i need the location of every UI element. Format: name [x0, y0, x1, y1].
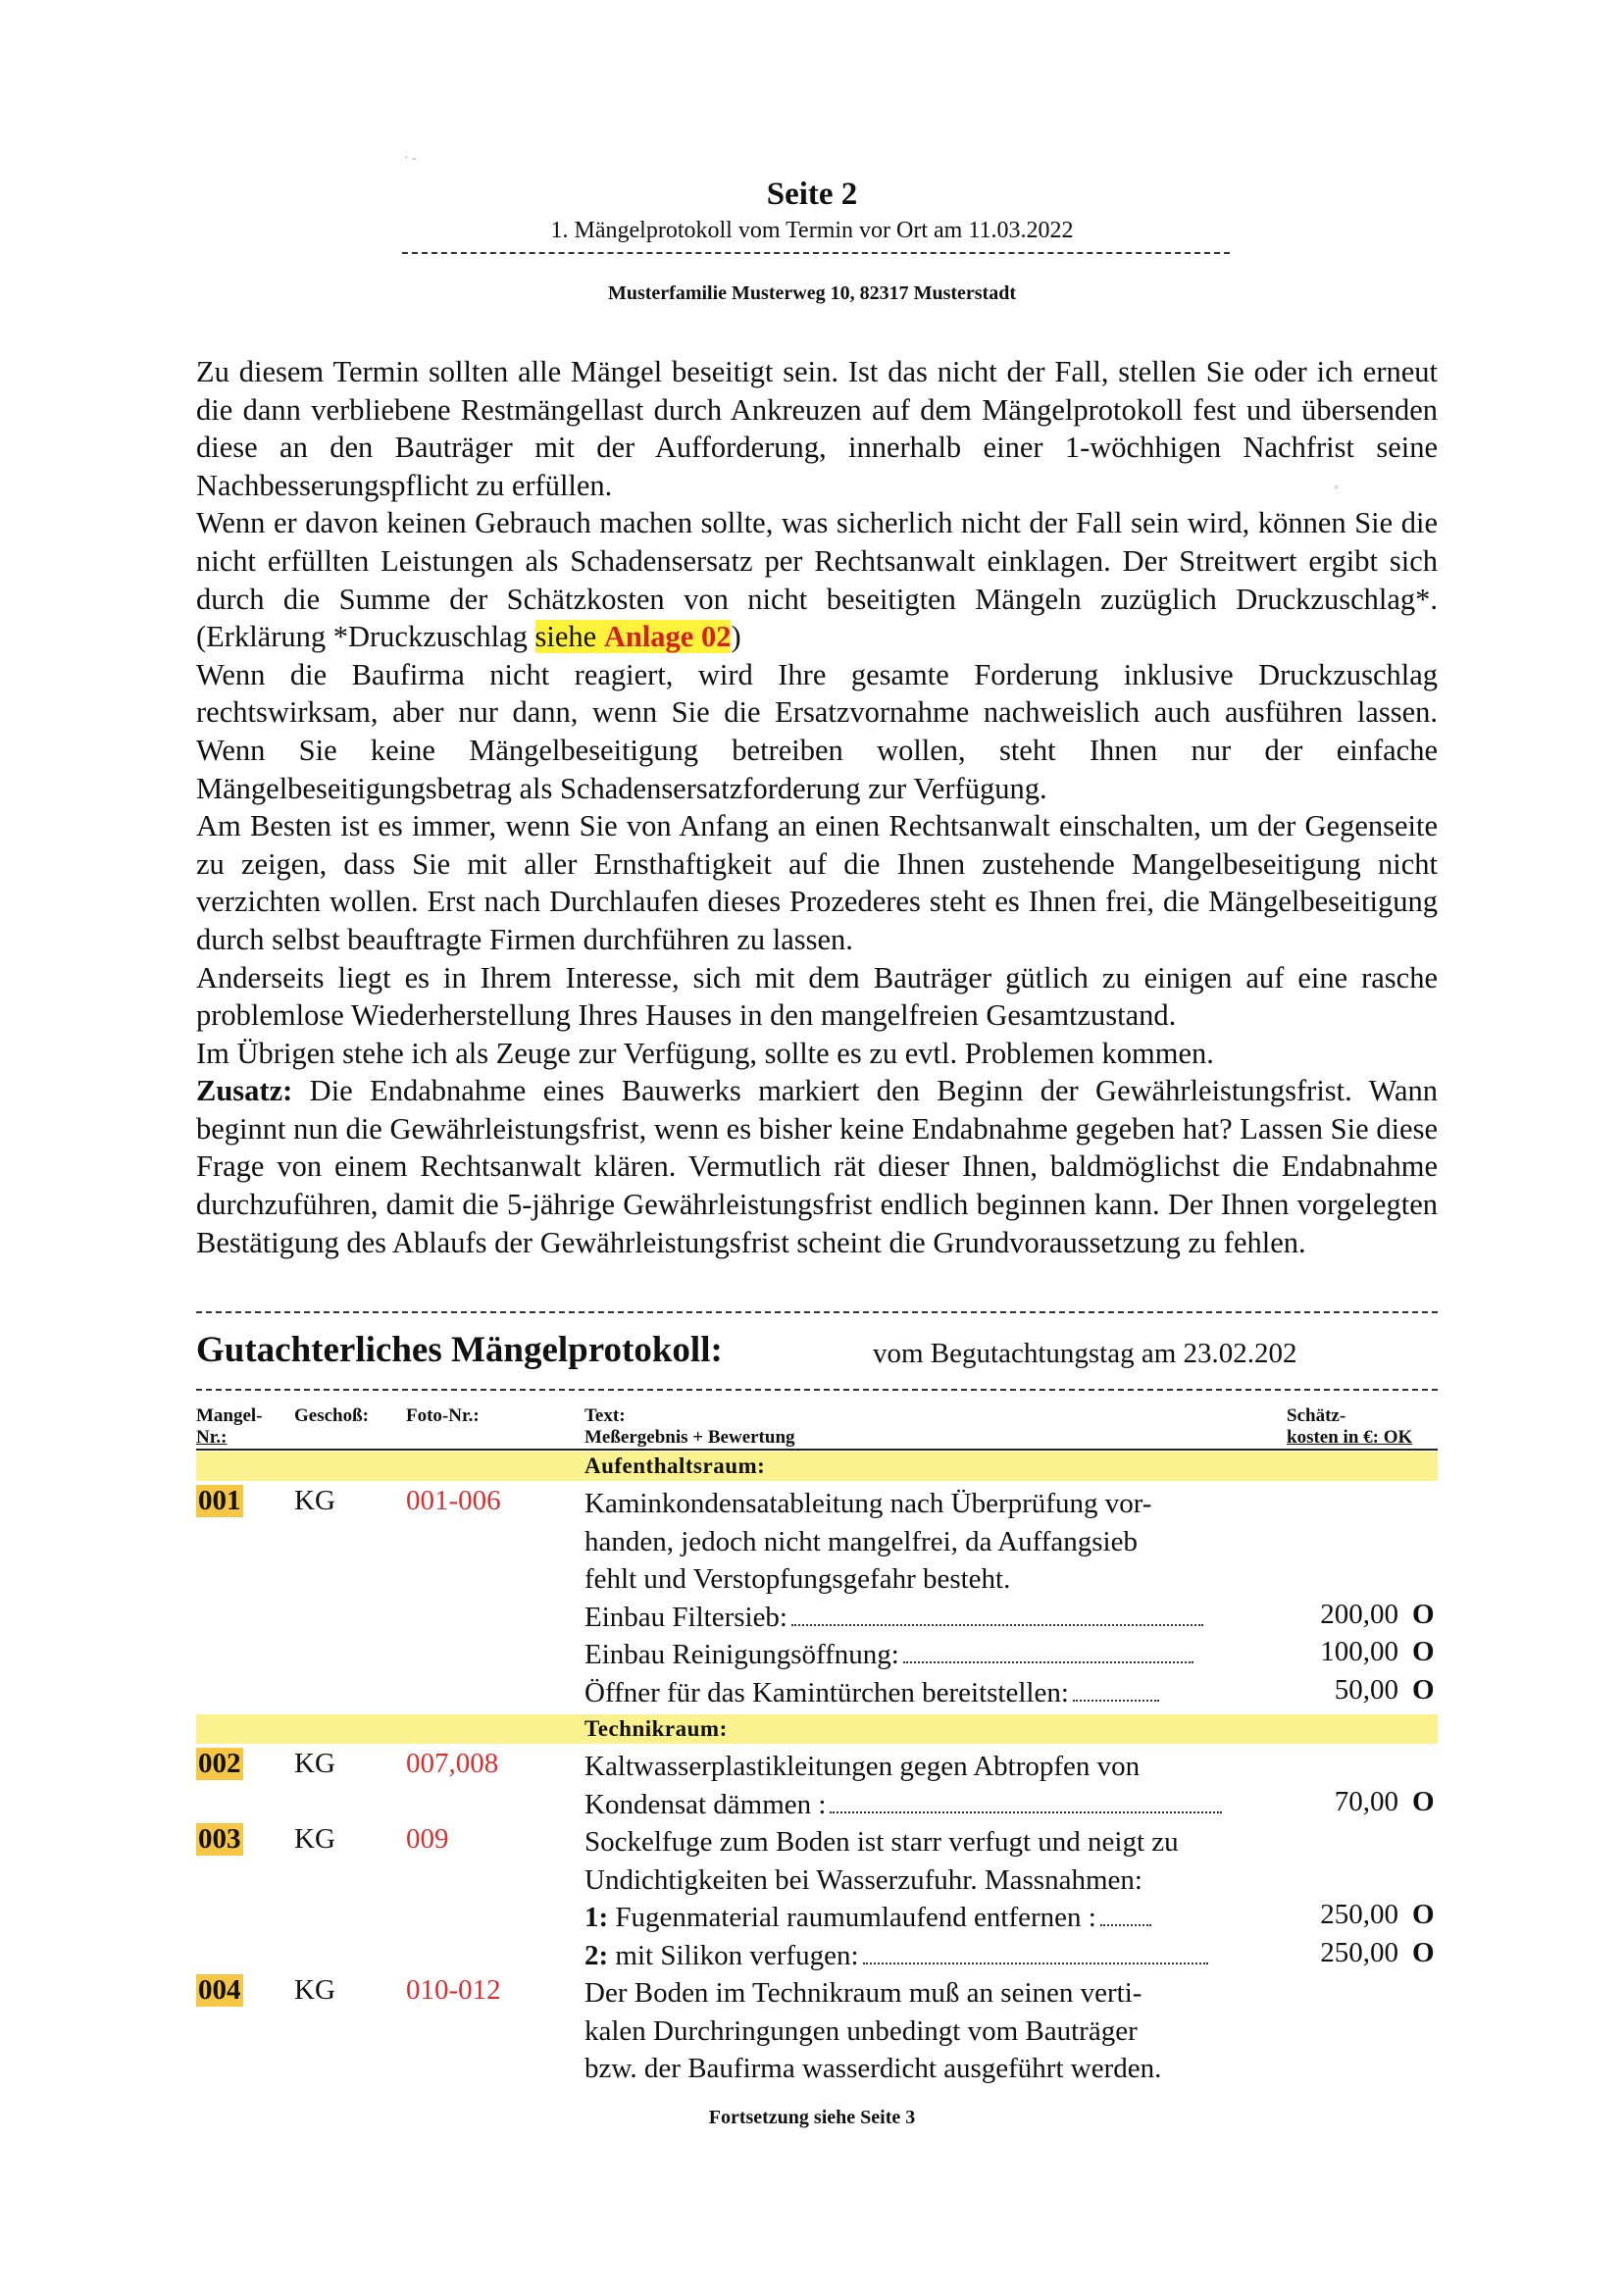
cost-line: Kondensat dämmen :	[584, 1786, 1291, 1824]
col-header-cost: Schätz- kosten in €: OK	[1287, 1405, 1413, 1448]
section-label-technikraum: Technikraum:	[584, 1716, 728, 1741]
col-header-geschoss: Geschoß:	[294, 1405, 369, 1426]
paragraph-1: Zu diesem Termin sollten alle Mängel beseitigt sein. Ist das nicht der Fall, stellen Sie oder ich erneut die dann verbliebene Restmängellast durch Ankreuzen auf dem Mängelprotokoll fest und übersenden diese an den Bauträger mit der Aufforderung, innerhalb einer 1-wöchhigen Nachfrist seine Nachbesserungspflicht zu erfüllen.	[196, 355, 1438, 502]
defect-floor: KG	[294, 1485, 335, 1516]
defect-photo-ref: 001-006	[406, 1485, 501, 1516]
paragraph-7: Zusatz: Die Endabnahme eines Bauwerks markiert den Beginn der Gewährleistungsfrist. Wann beginnt nun die Gewährleistungsfrist, wenn es bisher keine Endabnahme gegeben hat? Lassen Sie diese Frage von einem Rechtsanwalt klären. Vermutlich rät dieser Ihnen, baldmöglichst die Endabnahme durchzuführen, damit die 5-jährige Gewährleistungsfrist endlich beginnen kann. Der Ihnen vorgelegten Bestätigung des Ablaufs der Gewährleistungsfrist scheint die Grundvoraussetzung zu fehlen.	[196, 1074, 1438, 1259]
body-text	[196, 353, 1438, 1261]
section-bar-aufenthaltsraum	[196, 1452, 1438, 1481]
ok-checkbox: O	[1412, 1674, 1435, 1706]
col-header-mangel: Mangel- Nr.:	[196, 1405, 263, 1448]
header-divider	[402, 252, 1230, 254]
protocol-divider	[196, 1389, 1438, 1391]
ok-checkbox: O	[1412, 1599, 1435, 1630]
paragraph-2: Wenn er davon keinen Gebrauch machen sollte, was sicherlich nicht der Fall sein wird, können Sie die nicht erfüllten Leistungen als Schadensersatz per Rechtsanwalt einklagen. Der Streitwert ergibt sich durch die Summe der Schätzkosten von nicht beseitigten Mängeln zuzüglich Druckzuschlag*. (Erklärung *Druckzuschlag siehe Anlage 02)	[196, 506, 1438, 654]
defect-number: 004	[198, 1974, 241, 2006]
scan-artifact: · ‐	[404, 151, 417, 166]
page-subtitle: 1. Mängelprotokoll vom Termin vor Ort am 11.03.2022	[550, 218, 1074, 243]
cost-line: Öffner für das Kamintürchen bereitstellen:	[584, 1674, 1291, 1712]
page-footer: Fortsetzung siehe Seite 3	[708, 2107, 916, 2128]
ok-checkbox: O	[1412, 1636, 1435, 1667]
defect-description: Kaminkondensatableitung nach Überprüfung vor- handen, jedoch nicht mangelfrei, da Auffangsieb fehlt und Verstopfungsgefahr besteht. Einbau Filtersieb: Einbau Reinigungsöffnung: Öffner für das Kamintürchen bereitstellen:	[584, 1485, 1291, 1711]
cost-line: Einbau Filtersieb:	[584, 1599, 1291, 1637]
client-address: Musterfamilie Musterweg 10, 82317 Musterstadt	[607, 282, 1016, 304]
defect-description: Der Boden im Technikraum muß an seinen verti- kalen Durchringungen unbedingt vom Bauträger bzw. der Baufirma wasserdicht ausgeführt werden.	[584, 1977, 1162, 2084]
protocol-date: vom Begutachtungstag am 23.02.202	[873, 1338, 1297, 1369]
defect-photo-ref: 010-012	[406, 1974, 501, 2006]
defect-floor: KG	[294, 1823, 335, 1855]
defect-number: 003	[198, 1823, 241, 1855]
paragraph-3: Wenn die Baufirma nicht reagiert, wird Ihre gesamte Forderung inklusive Druckzuschlag rechtswirksam, aber nur dann, wenn Sie die Ersatzvornahme nachweislich auch ausführen lassen. Wenn Sie keine Mängelbeseitigung betreiben wollen, steht Ihnen nur der einfache Mängelbeseitigungsbetrag als Schadensersatzforderung zur Verfügung.	[196, 657, 1438, 805]
protocol-title: Gutachterliches Mängelprotokoll:	[196, 1330, 723, 1370]
ok-checkbox: O	[1412, 1786, 1435, 1817]
cost-amount: 200,00	[1320, 1599, 1398, 1630]
defect-number: 002	[198, 1748, 241, 1779]
col-header-foto: Foto-Nr.:	[406, 1405, 480, 1426]
paragraph-6: Im Übrigen stehe ich als Zeuge zur Verfügung, sollte es zu evtl. Problemen kommen.	[196, 1036, 1214, 1070]
defect-number: 001	[198, 1485, 241, 1516]
defect-photo-ref: 007,008	[406, 1748, 499, 1779]
cost-amount: 70,00	[1334, 1786, 1398, 1817]
cost-line: 2: mit Silikon verfugen:	[584, 1937, 1291, 1975]
scan-artifact: ◦	[1334, 481, 1339, 495]
note-label: Zusatz:	[196, 1074, 293, 1108]
cost-amount: 250,00	[1320, 1899, 1398, 1930]
page-title: Seite 2	[766, 177, 858, 212]
paragraph-5: Anderseits liegt es in Ihrem Interesse, sich mit dem Bauträger gütlich zu einigen auf eine rasche problemlose Wiederherstellung Ihres Hauses in den mangelfreien Gesamtzustand.	[196, 960, 1438, 1033]
section-divider	[196, 1311, 1438, 1313]
defect-photo-ref: 009	[406, 1823, 449, 1855]
ok-checkbox: O	[1412, 1899, 1435, 1930]
annex-reference: Anlage 02	[603, 620, 732, 654]
annex-highlight: siehe	[534, 620, 604, 654]
defect-description: Kaltwasserplastikleitungen gegen Abtropfen von Kondensat dämmen :	[584, 1748, 1291, 1823]
cost-line: 1: Fugenmaterial raumumlaufend entfernen :	[584, 1899, 1291, 1937]
cost-line: Einbau Reinigungsöffnung:	[584, 1636, 1291, 1674]
table-header-rule	[196, 1449, 1438, 1451]
paragraph-4: Am Besten ist es immer, wenn Sie von Anfang an einen Rechtsanwalt einschalten, um der Gegenseite zu zeigen, dass Sie mit aller Ernsthaftigkeit auf die Ihnen zustehende Mangelbeseitigung nicht verzichten wollen. Erst nach Durchlaufen dieses Prozederes steht es Ihnen frei, die Mängelbeseitigung durch selbst beauftragte Firmen durchführen zu lassen.	[196, 809, 1438, 956]
defect-floor: KG	[294, 1748, 335, 1779]
col-header-text: Text: Meßergebnis + Bewertung	[584, 1405, 795, 1448]
section-label-aufenthaltsraum: Aufenthaltsraum:	[584, 1453, 766, 1478]
cost-amount: 100,00	[1320, 1636, 1398, 1667]
defect-floor: KG	[294, 1974, 335, 2006]
section-bar-technikraum	[196, 1714, 1438, 1744]
ok-checkbox: O	[1412, 1937, 1435, 1968]
cost-amount: 50,00	[1334, 1674, 1398, 1706]
cost-amount: 250,00	[1320, 1937, 1398, 1968]
defect-description: Sockelfuge zum Boden ist starr verfugt und neigt zu Undichtigkeiten bei Wasserzufuhr. Massnahmen: 1: Fugenmaterial raumumlaufend entfernen : 2: mit Silikon verfugen:	[584, 1823, 1291, 1974]
